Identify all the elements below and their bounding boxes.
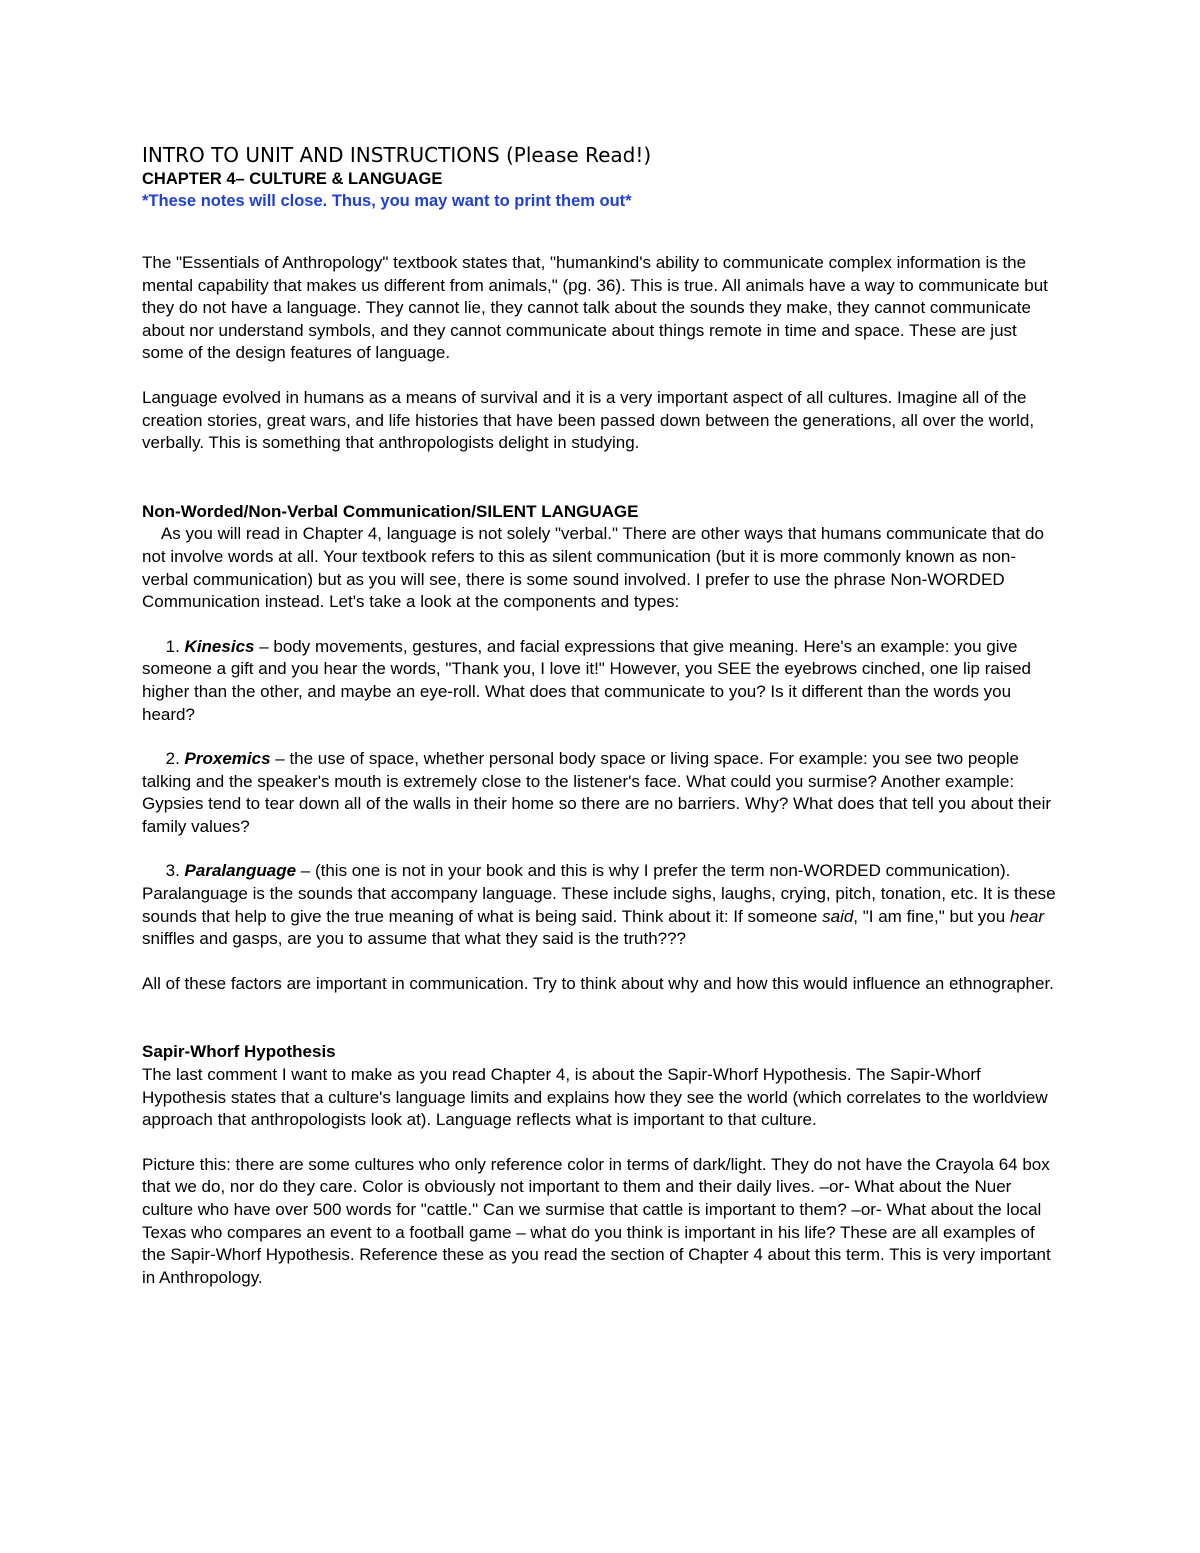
- section-heading-nonverbal: Non-Worded/Non-Verbal Communication/SILENT LANGUAGE: [142, 501, 639, 521]
- nonverbal-closing: All of these factors are important in communication. Try to think about why and how this would influence an ethnographer.: [142, 973, 1054, 993]
- spacer: [142, 951, 1062, 973]
- spacer: [142, 212, 1062, 252]
- list-item-paralanguage: 3. Paralanguage – (this one is not in your book and this is why I prefer the term non-WORDED communication). Paralanguage is the sounds that accompany language. These include sighs, laughs, crying, pitch, tonation, etc. It is these sounds that help to give the true meaning of what is being said. Think about it: If someone said, "I am fine," but you hear sniffles and gasps, are you to assume that what they said is the truth???: [142, 861, 1056, 949]
- spacer: [142, 614, 1062, 636]
- page-title: INTRO TO UNIT AND INSTRUCTIONS (Please Read!): [142, 143, 652, 167]
- sapir-paragraph-1: The last comment I want to make as you read Chapter 4, is about the Sapir-Whorf Hypothesis. The Sapir-Whorf Hypothesis states that a culture's language limits and explains how they see the world (which correlates to the worldview approach that anthropologists look at). Language reflects what is important to that culture.: [142, 1065, 1048, 1130]
- intro-paragraph-2: Language evolved in humans as a means of survival and it is a very important aspect of all cultures. Imagine all of the creation stories, great wars, and life histories that have been passed down between the generations, all over the world, verbally. This is something that anthropologists delight in studying.: [142, 387, 1035, 453]
- spacer: [142, 455, 1062, 501]
- spacer: [142, 1132, 1062, 1154]
- chapter-heading: CHAPTER 4– CULTURE & LANGUAGE: [142, 170, 443, 188]
- spacer: [142, 838, 1062, 860]
- intro-paragraph-1: The "Essentials of Anthropology" textbook states that, "humankind's ability to communicate complex information is the mental capability that makes us different from animals," (pg. 36). This is true. All animals have a way to communicate but they do not have a language. They cannot lie, they cannot talk about the sounds they make, they cannot communicate about nor understand symbols, and they cannot communicate about things remote in time and space. These are just some of the design features of language.: [142, 253, 1048, 363]
- list-item-kinesics: 1. Kinesics – body movements, gestures, and facial expressions that give meaning. Here's an example: you give someone a gift and you hear the words, "Thank you, I love it!" However, you SEE the eyebrows cinched, one lip raised higher than the other, and maybe an eye-roll. What does that communicate to you? Is it different than the words you heard?: [142, 636, 1032, 724]
- spacer: [142, 995, 1062, 1041]
- nonverbal-intro: As you will read in Chapter 4, language is not solely "verbal." There are other ways that humans communicate that do not involve words at all. Your textbook refers to this as silent communication (but it is more commonly known as non-verbal communication) but as you will see, there is some sound involved. I prefer to use the phrase Non-WORDED Communication instead. Let's take a look at the components and types:: [142, 524, 1044, 612]
- print-note: *These notes will close. Thus, you may want to print them out*: [142, 192, 632, 210]
- document-page: [142, 142, 1062, 1289]
- section-heading-sapir-whorf: Sapir-Whorf Hypothesis: [142, 1042, 336, 1062]
- spacer: [142, 365, 1062, 387]
- list-item-proxemics: 2. Proxemics – the use of space, whether personal body space or living space. For example: you see two people talking and the speaker's mouth is extremely close to the listener's face. What could you surmise? Another example: Gypsies tend to tear down all of the walls in their home so there are no barriers. Why? What does that tell you about their family values?: [142, 749, 1052, 836]
- sapir-paragraph-2: Picture this: there are some cultures who only reference color in terms of dark/light. They do not have the Crayola 64 box that we do, nor do they care. Color is obviously not important to them and their daily lives. –or- What about the Nuer culture who have over 500 words for "cattle." Can we surmise that cattle is important to them? –or- What about the local Texas who compares an event to a football game – what do you think is important in his life? These are all examples of the Sapir-Whorf Hypothesis. Reference these as you read the section of Chapter 4 about this term. This is very important in Anthropology.: [142, 1154, 1051, 1287]
- spacer: [142, 726, 1062, 748]
